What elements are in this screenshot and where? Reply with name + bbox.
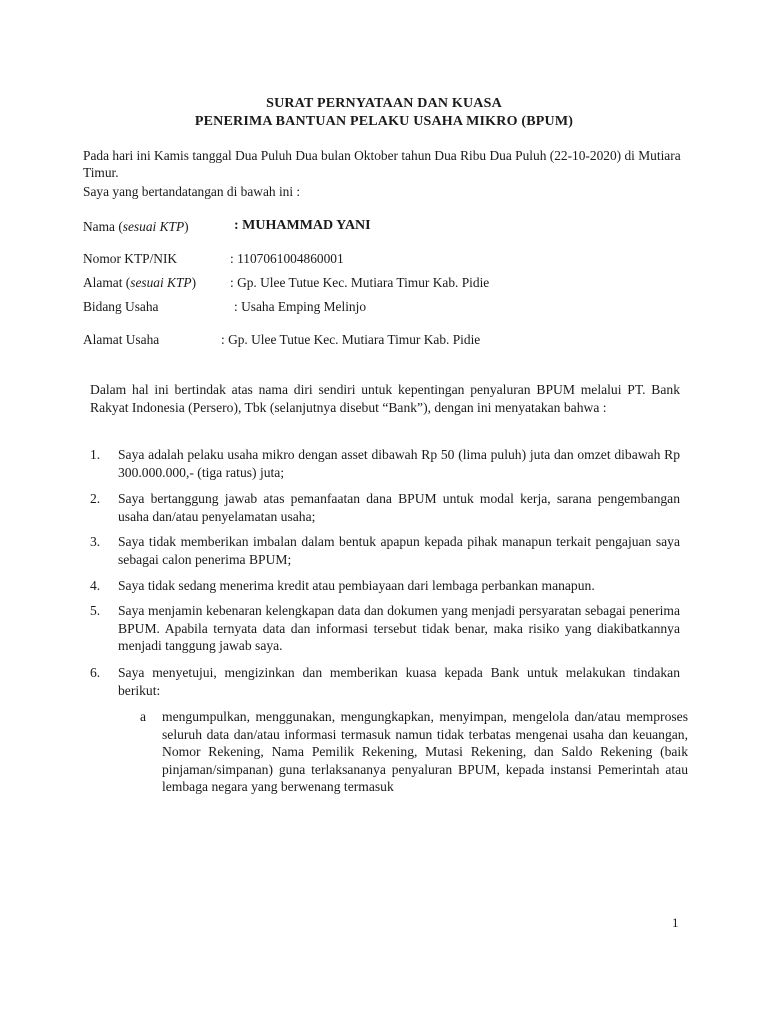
list-item-text: Saya menyetujui, mengizinkan dan memberikan kuasa kepada Bank untuk melakukan tindakan berikut: (118, 665, 680, 698)
list-item-number: 6. (90, 665, 101, 680)
list-item-number: 2. (90, 491, 101, 506)
field-business-label: Bidang Usaha (83, 299, 159, 314)
document-subtitle: PENERIMA BANTUAN PELAKU USAHA MIKRO (BPUM) (194, 114, 574, 129)
field-address-label: Alamat (sesuai KTP) (83, 275, 197, 290)
list-item-text: Saya tidak memberikan imbalan dalam bentuk apapun kepada pihak manapun terkait pengajuan saya sebagai calon penerima BPUM; (118, 534, 680, 567)
field-nik-label: Nomor KTP/NIK (83, 251, 178, 266)
field-name-value: : MUHAMMAD YANI (234, 218, 371, 233)
list-item-number: 4. (90, 578, 101, 593)
field-name-label: Nama (sesuai KTP) (83, 219, 189, 234)
list-item-text: Saya tidak sedang menerima kredit atau pembiayaan dari lembaga perbankan manapun. (118, 578, 595, 593)
list-item-number: 5. (90, 603, 101, 618)
sub-list-item-letter: a (140, 709, 147, 724)
page-number: 1 (672, 915, 679, 930)
list-item-number: 3. (90, 534, 101, 549)
list-item-text: Saya bertanggung jawab atas pemanfaatan dana BPUM untuk modal kerja, sarana pengembangan usaha dan/atau penyelamatan usaha; (118, 491, 680, 524)
field-address-value: : Gp. Ulee Tutue Kec. Mutiara Timur Kab. Pidie (230, 275, 490, 290)
field-business-address-label: Alamat Usaha (83, 332, 160, 347)
field-business-value: : Usaha Emping Melinjo (234, 299, 367, 314)
list-item-text: Saya menjamin kebenaran kelengkapan data dan dokumen yang menjadi persyaratan sebagai penerima BPUM. Apabila ternyata data dan informasi tersebut tidak benar, maka risiko yang diakibatkannya menjadi tanggung jawab saya. (118, 603, 680, 653)
sub-list-item-text: mengumpulkan, menggunakan, mengungkapkan, menyimpan, mengelola dan/atau memproses seluruh data dan/atau informasi termasuk namun tidak terbatas mengenai usaha dan keuangan, Nomor Rekening, Nama Pemilik Rekening, Mutasi Rekening, dan Saldo Rekening (baik pinjaman/simpanan) guna terlaksananya penyaluran BPUM, kepada instansi Pemerintah atau lembaga negara yang berwenang termasuk (162, 709, 688, 794)
list-item-number: 1. (90, 447, 101, 462)
field-business-address-value: : Gp. Ulee Tutue Kec. Mutiara Timur Kab. Pidie (221, 332, 481, 347)
list-item-text: Saya adalah pelaku usaha mikro dengan asset dibawah Rp 50 (lima puluh) juta dan omzet dibawah Rp 300.000.000,- (tiga ratus) juta; (118, 447, 680, 480)
statement-intro: Dalam hal ini bertindak atas nama diri sendiri untuk kepentingan penyaluran BPUM melalui PT. Bank Rakyat Indonesia (Persero), Tbk (selanjutnya disebut “Bank”), dengan ini menyatakan bahwa : (90, 382, 680, 415)
intro-signer-line: Saya yang bertandatangan di bawah ini : (83, 184, 301, 199)
field-nik-value: : 1107061004860001 (230, 251, 344, 266)
document-title: SURAT PERNYATAAN DAN KUASA (266, 96, 502, 111)
intro-date-line: Pada hari ini Kamis tanggal Dua Puluh Dua bulan Oktober tahun Dua Ribu Dua Puluh (22-10-2020) di Mutiara Timur. (83, 148, 681, 180)
